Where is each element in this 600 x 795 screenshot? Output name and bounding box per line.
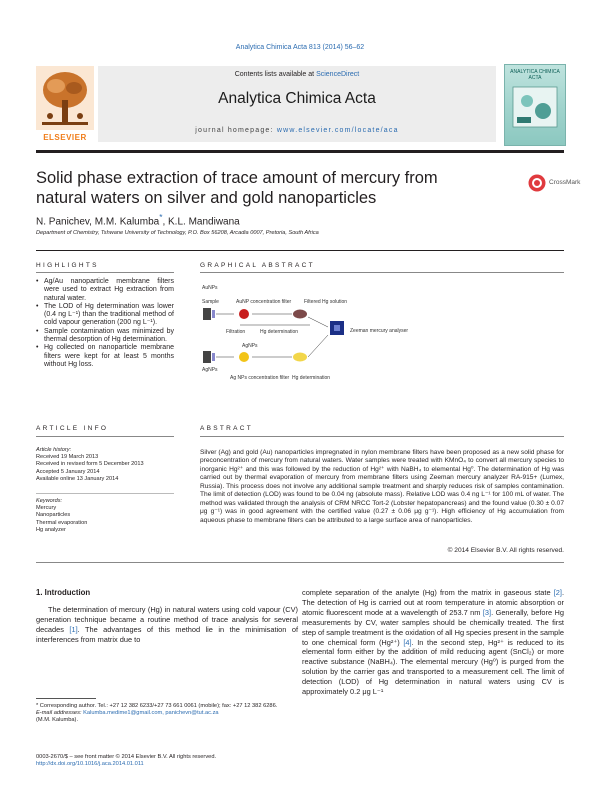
ga-cartridge-2b-icon [212, 353, 215, 361]
copyright: © 2014 Elsevier B.V. All rights reserved. [447, 547, 564, 554]
ga-dark-filter-icon [293, 310, 307, 319]
intro-right-text: complete separation of the analyte (Hg) from the matrix in gaseous state [302, 588, 554, 597]
keywords [36, 498, 186, 534]
intro-right-text: . Generally, before Hg measurements by CV, water samples should be chemically treated. The first step of sample treatment is the oxidation of all Hg species present in the sample to one chemical form (Hg²⁺) [302, 607, 564, 647]
authors-last: , K.L. Mandiwana [162, 216, 240, 228]
keywords-rule [36, 493, 174, 494]
ga-label-row2-right: Hg determination [292, 375, 331, 381]
ga-analyser-screen-icon [334, 325, 340, 331]
ga-cartridge-2-icon [203, 351, 211, 363]
corresponding-author-mark[interactable]: * [159, 212, 163, 222]
issn-block [36, 754, 216, 768]
abstract-text: Silver (Ag) and gold (Au) nanoparticles impregnated in nylon membrane filters have been proposed as a new solid phase for preconcentration of mercury from natural waters. Water samples were treated with KMnO₄ to convert all mercury species to inorganic Hg²⁺ and this was followed by the reduction of Hg²⁺ with NaBH₄ to elemental Hg⁰. The determination of Hg was carried out by thermal evaporation of mercury from membrane filters using Zeeman mercury analyzer RA-915+ (Lumex, Russia). This process does not involve any additional sample treatment and sharply reduces risk of samples contamination. The limit of detection (LOD) was found to be 0.04 ng (absolute mass). Relative LOD was 0.4 ng L⁻¹ for 100 mL of water. The method was validated through the analysis of CRM NRCC Tort-2 (Lobster hepatopancreas) and the found value (0.30 ± 0.07 μg g⁻¹) was in good agreement with the certified value (0.27 ± 0.06 μg g⁻¹). High efficiency of Hg accumulation from aqueous phase to membrane filters can be attributed to a large surface area of nanoparticles. [200, 449, 564, 524]
intro-left-paragraph [36, 605, 298, 645]
history-label: Article history: [36, 447, 72, 453]
ga-label-row1-bottom-b: Hg determination [260, 329, 299, 335]
footnote-rule [36, 698, 96, 699]
highlights-rule [36, 272, 174, 273]
affiliation: Department of Chemistry, Tshwane University of Technology, P.O. Box 56208, Arcadia 0007, Pretoria, South Africa [36, 230, 319, 236]
article-title: Solid phase extraction of trace amount of mercury from natural waters on silver and gold nanoparticles [36, 169, 438, 207]
masthead [36, 64, 564, 144]
abstract-bottom-rule [36, 562, 564, 563]
contents-line [98, 71, 496, 78]
citation-link[interactable]: [2] [553, 588, 562, 597]
email-links[interactable]: Kalumba.medime1@gmail.com, panichevn@tut.ac.za [83, 710, 219, 717]
citation-link[interactable]: [4] [403, 637, 412, 647]
cover-art-icon [505, 65, 565, 145]
history-item: Accepted 5 January 2014 [36, 468, 100, 475]
citation-link[interactable]: [3] [482, 607, 492, 617]
elsevier-logo [36, 66, 94, 142]
keywords-label: Keywords: [36, 498, 63, 504]
ga-label-row1-mid: AuNP concentration filter [236, 299, 292, 305]
homepage-line [98, 127, 496, 134]
highlight-item: • The LOD of Hg determination was lower (0.4 ng L⁻¹) than the traditional method of cold vapour generation (200 ng L⁻¹). [36, 303, 174, 328]
graphical-abstract [200, 275, 564, 410]
intro-right-text: . In the second step, Hg²⁺ is reduced to its elemental form either by the addition of mild reducing agent (SnCl₂) or more reactive substance (NaBH₄). The elemental mercury (Hg⁰) is purged from the solution by the carrier gas and transported to a measurement cell. The limit of detection (LOD) of Hg determination in natural waters using CV is approximately 0.2 μg L⁻¹ [302, 637, 564, 697]
highlight-item: • Ag/Au nanoparticle membrane filters were used to extract Hg extraction from natural water. [36, 278, 174, 303]
ga-cartridge-1b-icon [212, 310, 215, 318]
article-info-rule [36, 436, 174, 437]
footnote-contact: * Corresponding author. Tel.: +27 12 382 6233/+27 73 661 0061 (mobile); fax: +27 12 382 6286. [36, 703, 278, 709]
article-info-heading: ARTICLE INFO [36, 425, 109, 432]
cover-title: ANALYTICA CHIMICA ACTA [510, 69, 560, 81]
ga-yellow-filter-icon [239, 352, 249, 362]
publisher-name: ELSEVIER [43, 133, 87, 142]
ga-label-row1-left: Sample [202, 299, 219, 305]
masthead-rule [36, 150, 564, 153]
journal-title: Analytica Chimica Acta [218, 90, 376, 107]
citation-link[interactable]: [1] [69, 624, 78, 634]
homepage-link[interactable]: www.elsevier.com/locate/aca [276, 127, 399, 134]
highlights-list [36, 278, 174, 369]
intro-right-paragraph [302, 588, 564, 697]
doi-link[interactable]: http://dx.doi.org/10.1016/j.aca.2014.01.011 [36, 761, 144, 768]
graphical-rule [200, 272, 564, 273]
journal-cover [504, 64, 566, 146]
article-history [36, 447, 186, 483]
ga-light-filter-icon [293, 353, 307, 362]
authors [36, 212, 240, 227]
issn-line: 0003-2670/$ – see front matter © 2014 Elsevier B.V. All rights reserved. [36, 754, 217, 760]
intro-left-text: The determination of mercury (Hg) in natural waters using cold vapour (CV) generation technique became a routine method of trace analysis for several decades [36, 605, 298, 634]
crossmark-icon [528, 174, 546, 192]
journal-reference[interactable]: Analytica Chimica Acta 813 (2014) 56–62 [235, 44, 365, 51]
authors-first: N. Panichev, M.M. Kalumba [36, 216, 160, 228]
intro-right-text: . The detection of Hg is carried out at room temperature in atomic absorption or atomic fluorescent mode at a wavelength of 253.7 nm [302, 588, 564, 617]
keyword-item: Thermal evaporation [36, 519, 88, 526]
graphical-abstract-heading: GRAPHICAL ABSTRACT [200, 262, 315, 269]
homepage-prefix: journal homepage: [195, 127, 277, 134]
highlights-heading: HIGHLIGHTS [36, 262, 99, 269]
history-item: Available online 13 January 2014 [36, 475, 119, 482]
graphical-abstract-figure [200, 275, 564, 410]
keyword-item: Nanoparticles [36, 512, 71, 519]
footnote [36, 703, 298, 725]
ga-cartridge-1-icon [203, 308, 211, 320]
intro-left-text: . The advantages of this method lie in the minimisation of interferences from matrix due to [36, 624, 298, 644]
crossmark-label: CrossMark [549, 179, 581, 186]
elsevier-tree-icon [36, 66, 94, 130]
ga-label-analyser: Zeeman mercury analyser [350, 328, 409, 334]
ga-label-top-corner: AuNPs [202, 285, 218, 291]
ga-label-row1-bottom-a: Filtration [226, 329, 246, 335]
history-item: Received in revised form 5 December 2013 [36, 461, 144, 468]
abstract-heading: ABSTRACT [200, 425, 254, 432]
crossmark-badge[interactable] [528, 174, 584, 194]
footnote-name: (M.M. Kalumba). [36, 717, 79, 724]
ga-label-row2-mid: Ag NPs concentration filter [230, 375, 290, 381]
abstract-rule [200, 436, 564, 437]
sciencedirect-link[interactable]: ScienceDirect [316, 71, 360, 78]
ga-label-row2-top: AgNPs [242, 343, 258, 349]
keyword-item: Hg analyzer [36, 526, 66, 533]
ga-label-row2-left: AgNPs [202, 367, 218, 373]
contents-prefix: Contents lists available at [234, 71, 317, 78]
affiliation-rule [36, 250, 564, 251]
highlight-item: • Hg collected on nanoparticle membrane filters were kept for at least 5 months without Hg loss. [36, 344, 174, 369]
history-item: Received 19 March 2013 [36, 454, 99, 461]
ga-label-row1-right: Filtered Hg solution [304, 299, 348, 305]
keyword-item: Mercury [36, 505, 57, 512]
introduction-heading: 1. Introduction [36, 588, 91, 597]
email-label: E-mail addresses: [36, 710, 84, 717]
ga-red-filter-icon [239, 309, 249, 319]
masthead-center [98, 66, 496, 142]
highlight-item: • Sample contamination was minimized by thermal desorption of Hg determination. [36, 328, 174, 345]
